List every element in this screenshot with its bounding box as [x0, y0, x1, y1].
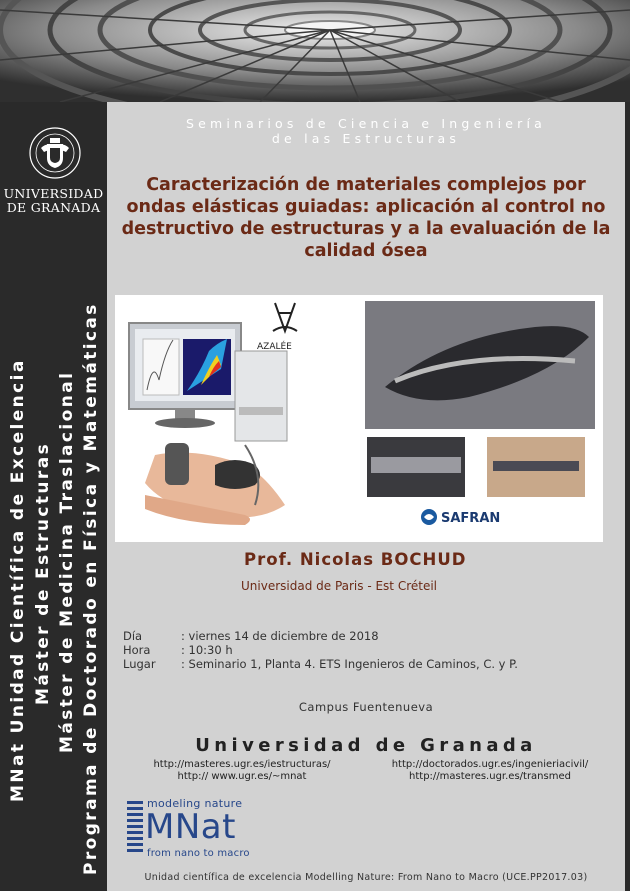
university-name-banner: Universidad de Granada [195, 735, 537, 756]
header-photo [0, 0, 630, 102]
mnat-logo-bottom: from nano to macro [147, 848, 250, 859]
talk-title: Caracterización de materiales complejos por ondas elásticas guiadas: aplicación al control no destructivo de estructuras y a la evaluación de la calidad ósea [121, 175, 611, 261]
links-left [127, 759, 357, 783]
link-mnat[interactable]: http:// www.ugr.es/~mnat [177, 771, 307, 782]
vertical-line-master-medicina: Máster de Medicina Traslacional [57, 370, 77, 753]
detail-time: Hora : 10:30 h [123, 643, 233, 657]
right-edge-bar [625, 102, 630, 891]
link-iestructuras[interactable]: http://masteres.ugr.es/iestructuras/ [153, 759, 331, 770]
vertical-line-doctorado: Programa de Doctorado en Física y Matemáticas [81, 302, 101, 875]
link-transmed[interactable]: http://masteres.ugr.es/transmed [409, 771, 571, 782]
azalee-logo [257, 303, 297, 352]
safran-logo [421, 509, 500, 526]
left-sidebar [0, 102, 107, 891]
mnat-bars-icon [125, 801, 145, 859]
hand-probe-image [145, 443, 285, 525]
mnat-logo [125, 797, 265, 859]
mnat-logo-big: MNat [145, 807, 236, 847]
footer-text: Unidad científica de excelencia Modelling Nature: From Nano to Macro (UCE.PP2017.03) [144, 872, 588, 883]
composite-sample-image [367, 437, 585, 497]
azalee-logo-text: AZALÉE [257, 342, 292, 352]
event-details [123, 629, 518, 671]
vertical-line-mnat: MNat Unidad Científica de Excelencia [8, 358, 28, 802]
monitor-image [129, 323, 287, 441]
detail-place: Lugar : Seminario 1, Planta 4. ETS Ingenieros de Caminos, C. y P. [123, 657, 518, 671]
speaker-affiliation: Universidad de Paris - Est Créteil [241, 579, 438, 593]
links-right [365, 759, 615, 783]
safran-logo-text: SAFRAN [441, 511, 501, 526]
detail-day: Día : viernes 14 de diciembre de 2018 [123, 629, 379, 643]
link-doctorado[interactable]: http://doctorados.ugr.es/ingenieriacivil/ [391, 759, 589, 770]
campus-name: Campus Fuentenueva [298, 700, 434, 714]
main-content [107, 102, 625, 891]
university-name-line1: UNIVERSIDAD [3, 186, 104, 201]
composite-blade-image [365, 301, 595, 429]
vertical-line-master-estructuras: Máster de Estructuras [33, 441, 53, 705]
university-name-line2: DE GRANADA [6, 200, 101, 215]
mnat-logo-top: modeling nature [147, 797, 243, 810]
speaker-name: Prof. Nicolas BOCHUD [244, 550, 467, 569]
series-title-line1: Seminarios de Ciencia e Ingeniería [185, 116, 547, 131]
talk-photo [115, 295, 603, 542]
series-title-line2: de las Estructuras [271, 131, 461, 146]
university-crest-icon [28, 126, 82, 180]
